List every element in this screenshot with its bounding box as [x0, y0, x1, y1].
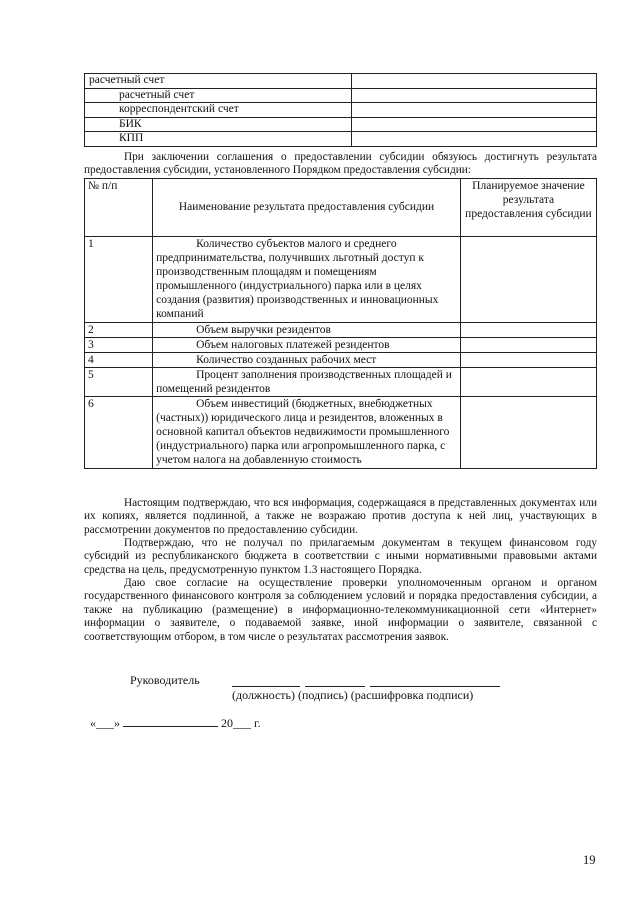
bank-row-label: КПП	[85, 132, 352, 147]
bank-row-value	[352, 88, 597, 103]
signature-line	[305, 686, 365, 687]
row-num: 6	[85, 397, 153, 468]
bank-row-label: расчетный счет	[85, 88, 352, 103]
results-header-row	[85, 179, 597, 237]
row-plan-value	[460, 237, 596, 323]
signature-title: Руководитель	[130, 673, 200, 687]
date-quote-close: »	[114, 716, 120, 730]
date-year-suffix: г.	[254, 716, 261, 730]
table-row	[85, 397, 597, 468]
confirm-no-subsidy-paragraph: Подтверждаю, что не получал по прилагаемым документам в текущем финансовом году субсидий из республиканского бюджета в соответствии с иными нормативными правовыми актами средства на цель, предусмотренную пунктом 1.3 настоящего Порядка.	[84, 537, 597, 576]
row-name: Количество субъектов малого и среднего предпринимательства, получивших льготный доступ к производственным площадям и помещениям промышленного (индустриального) парка или в целях создания (развития) производственных и инновационных компаний	[153, 237, 461, 323]
full-name-line	[370, 686, 500, 687]
table-row	[85, 367, 597, 396]
bank-details-table	[84, 73, 597, 147]
intro-paragraph: При заключении соглашения о предоставлении субсидии обязуюсь достигнуть результата предоставления субсидии, установленного Порядком предоставления субсидии:	[84, 151, 597, 177]
row-name: Процент заполнения производственных площадей и помещений резидентов	[153, 367, 461, 396]
bank-row-value	[352, 74, 597, 89]
date-day-blank: ___	[96, 716, 114, 730]
confirm-info-paragraph: Настоящим подтверждаю, что вся информация, содержащаяся в представленных документах или их копиях, является подлинной, а также не возражаю против доступа к ней лиц, участвующих в рассмотрении документов по предоставлению субсидии.	[84, 497, 597, 536]
row-name: Количество созданных рабочих мест	[153, 352, 461, 367]
date-month-line	[123, 726, 218, 727]
row-plan-value	[460, 397, 596, 468]
bank-row-label: БИК	[85, 117, 352, 132]
row-plan-value	[460, 337, 596, 352]
bank-row-value	[352, 132, 597, 147]
bank-row-value	[352, 117, 597, 132]
table-row	[85, 237, 597, 323]
page-number: 19	[583, 853, 596, 867]
consent-paragraph: Даю свое согласие на осуществление проверки уполномоченным органом и органом государственного финансового контроля за соблюдением условий и порядка предоставления субсидии, а также на публикацию (размещение) в информационно-телекоммуникационной сети «Интернет» информации о заявителе, о подаваемой заявке, иной информации о заявителе, связанной с соответствующим отбором, в том числе о результатах рассмотрения заявок.	[84, 577, 597, 643]
row-num: 1	[85, 237, 153, 323]
bank-row	[85, 132, 597, 147]
row-plan-value	[460, 367, 596, 396]
row-name: Объем выручки резидентов	[153, 322, 461, 337]
date-year-blank: ___	[233, 716, 251, 730]
table-row	[85, 337, 597, 352]
bank-row-value	[352, 103, 597, 118]
bank-row	[85, 88, 597, 103]
bank-row-label: корреспондентский счет	[85, 103, 352, 118]
header-num: № п/п	[85, 179, 153, 237]
date-quote-open: «	[90, 716, 96, 730]
header-name: Наименование результата предоставления субсидии	[153, 179, 461, 237]
row-plan-value	[460, 352, 596, 367]
table-row	[85, 322, 597, 337]
row-num: 3	[85, 337, 153, 352]
date-year-prefix: 20	[221, 716, 233, 730]
header-plan: Планируемое значение результата предоставления субсидии	[460, 179, 596, 237]
date-line	[90, 716, 261, 731]
row-num: 2	[85, 322, 153, 337]
bank-row	[85, 117, 597, 132]
bank-row	[85, 74, 597, 89]
table-row	[85, 352, 597, 367]
results-table	[84, 178, 597, 469]
row-num: 5	[85, 367, 153, 396]
row-num: 4	[85, 352, 153, 367]
row-name: Объем налоговых платежей резидентов	[153, 337, 461, 352]
bank-row-label: расчетный счет	[85, 74, 352, 89]
row-name: Объем инвестиций (бюджетных, внебюджетных (частных)) юридического лица и резидентов, вложенных в основной капитал объектов недвижимости промышленного (индустриального) парка или агропромышленного парка, с учетом налога на добавленную стоимость	[153, 397, 461, 468]
row-plan-value	[460, 322, 596, 337]
signature-caption: (должность) (подпись) (расшифровка подписи)	[232, 688, 474, 702]
bank-row	[85, 103, 597, 118]
position-line	[232, 686, 300, 687]
